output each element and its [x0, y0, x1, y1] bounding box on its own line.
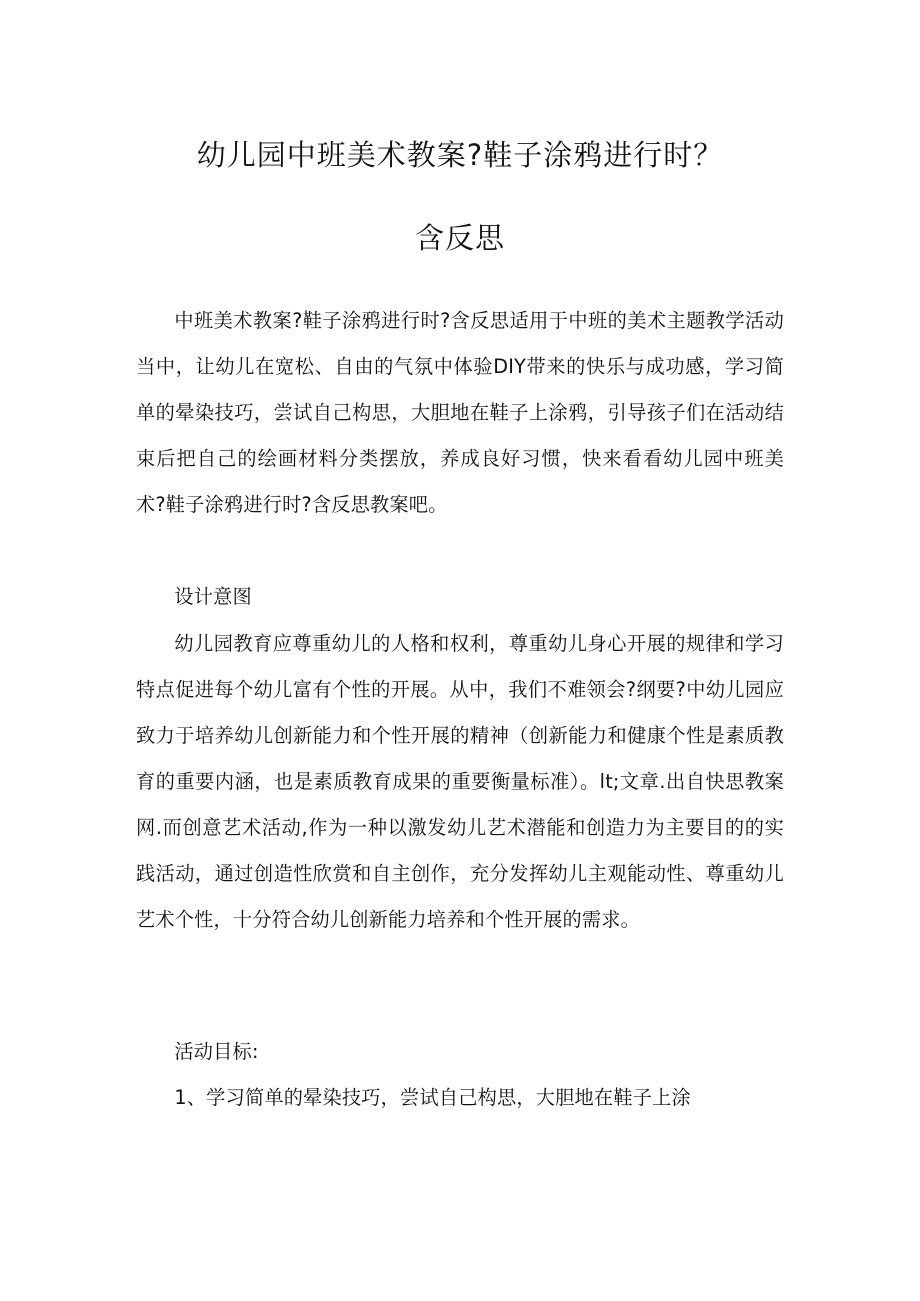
section-heading-design: 设计意图 — [174, 585, 252, 608]
design-intent-paragraph: 幼儿园教育应尊重幼儿的人格和权利，尊重幼儿身心开展的规律和学习特点促进每个幼儿富有个性的开展。从中，我们不难领会?纲要?中幼儿园应致力于培养幼儿创新能力和个性开展的精神（创新能力和健康个性是素质教育的重要内涵，也是素质教育成果的重要衡量标准）。lt;文章.出自快思教案网.而创意艺术活动,作为一种以激发幼儿艺术潜能和创造力为主要目的的实践活动，通过创造性欣赏和自主创作，充分发挥幼儿主观能动性、尊重幼儿艺术个性，十分符合幼儿创新能力培养和个性开展的需求。 — [136, 632, 784, 931]
intro-paragraph: 中班美术教案?鞋子涂鸦进行时?含反思适用于中班的美术主题教学活动当中，让幼儿在宽松、自由的气氛中体验DIY带来的快乐与成功感，学习简单的晕染技巧，尝试自己构思，大胆地在鞋子上涂鸦，引导孩子们在活动结束后把自己的绘画材料分类摆放，养成良好习惯，快来看看幼儿园中班美术?鞋子涂鸦进行时?含反思教案吧。 — [136, 309, 784, 516]
goal-item-1: 1、学习简单的晕染技巧，尝试自己构思，大胆地在鞋子上涂 — [174, 1086, 691, 1109]
document-title-continued: 含反思 — [414, 221, 505, 255]
document-title: 幼儿园中班美术教案?鞋子涂鸦进行时？ — [196, 138, 724, 172]
section-heading-goals: 活动目标: — [174, 1040, 259, 1063]
